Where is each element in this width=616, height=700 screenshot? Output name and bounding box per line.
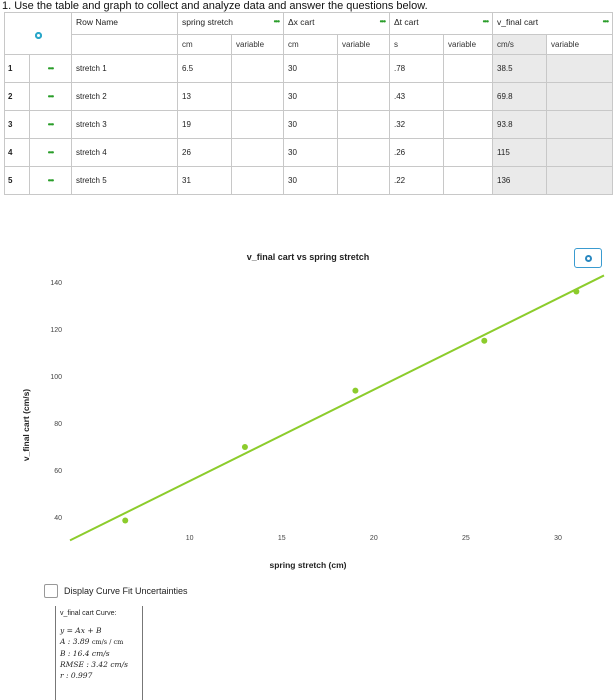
unit-dt-cart-variable[interactable]: variable [444, 35, 493, 55]
v-final-cart-cell[interactable]: 93.8 [493, 111, 547, 139]
x-tick-label: 30 [554, 535, 562, 542]
row-number[interactable]: 4 [5, 139, 30, 167]
header-dx-cart[interactable]: Δx cart ••• [284, 13, 390, 35]
instruction-text: 1. Use the table and graph to collect and analyze data and answer the questions below. [2, 0, 428, 12]
row-number[interactable]: 1 [5, 55, 30, 83]
y-tick-label: 60 [54, 467, 62, 475]
x-tick-label: 15 [277, 535, 286, 542]
row-menu-icon[interactable]: ••• [30, 111, 72, 139]
dx-cart-variable-cell[interactable] [338, 139, 390, 167]
x-tick-label: 10 [185, 535, 194, 542]
curve-fit-panel [55, 606, 143, 700]
dt-cart-cell[interactable]: .22 [390, 167, 444, 195]
spring-stretch-variable-cell[interactable] [232, 83, 284, 111]
dt-cart-cell[interactable]: .43 [390, 83, 444, 111]
curve-fit-title: v_final cart Curve: [60, 610, 117, 617]
fit-param-b: B : 16.4 cm/s [60, 649, 110, 658]
dx-cart-cell[interactable]: 30 [284, 139, 338, 167]
column-menu-icon[interactable]: ••• [482, 17, 489, 26]
spring-stretch-variable-cell[interactable] [232, 139, 284, 167]
x-axis-label: spring stretch (cm) [269, 560, 347, 570]
uncertainties-checkbox[interactable] [44, 584, 58, 598]
unit-dx-cart[interactable]: cm [284, 35, 338, 55]
table-row[interactable] [5, 167, 613, 195]
v-final-cart-cell[interactable]: 38.5 [493, 55, 547, 83]
table-row[interactable] [5, 55, 613, 83]
unit-spring-stretch[interactable]: cm [178, 35, 232, 55]
y-tick-label: 140 [50, 280, 62, 288]
data-point [481, 338, 487, 344]
v-final-cart-variable-cell[interactable] [547, 139, 613, 167]
dt-cart-variable-cell[interactable] [444, 111, 493, 139]
v-final-cart-cell[interactable]: 136 [493, 167, 547, 195]
spring-stretch-cell[interactable]: 31 [178, 167, 232, 195]
y-axis-label: v_final cart (cm/s) [21, 388, 31, 462]
header-dt-cart[interactable]: Δt cart ••• [390, 13, 493, 35]
unit-dx-cart-variable[interactable]: variable [338, 35, 390, 55]
uncertainties-toggle[interactable] [44, 584, 188, 598]
x-tick-label: 25 [461, 535, 470, 542]
row-menu-icon[interactable]: ••• [30, 83, 72, 111]
gear-icon[interactable] [35, 32, 42, 39]
column-menu-icon[interactable]: ••• [273, 17, 279, 26]
row-name-cell[interactable]: stretch 4 [72, 139, 178, 167]
dx-cart-cell[interactable]: 30 [284, 167, 338, 195]
uncertainties-label: Display Curve Fit Uncertainties [64, 586, 188, 596]
row-number[interactable]: 5 [5, 167, 30, 195]
unit-v-final-cart-variable[interactable]: variable [547, 35, 613, 55]
row-name-cell[interactable]: stretch 1 [72, 55, 178, 83]
data-point [242, 444, 248, 450]
y-tick-label: 40 [54, 514, 62, 522]
column-menu-icon[interactable]: ••• [602, 17, 609, 26]
dt-cart-variable-cell[interactable] [444, 83, 493, 111]
header-row-name[interactable]: Row Name [72, 13, 178, 35]
row-number[interactable]: 2 [5, 83, 30, 111]
fit-r: r : 0.997 [60, 671, 93, 680]
header-row-name-sub [72, 35, 178, 55]
dt-cart-cell[interactable]: .32 [390, 111, 444, 139]
y-tick-label: 100 [50, 374, 62, 382]
chart-title: v_final cart vs spring stretch [246, 252, 370, 262]
row-name-cell[interactable]: stretch 3 [72, 111, 178, 139]
dx-cart-variable-cell[interactable] [338, 83, 390, 111]
row-name-cell[interactable]: stretch 5 [72, 167, 178, 195]
data-point [573, 288, 579, 294]
dx-cart-variable-cell[interactable] [338, 55, 390, 83]
header-v-final-cart[interactable]: v_final cart ••• [493, 13, 613, 35]
y-tick-label: 80 [54, 421, 62, 429]
gear-icon [585, 255, 592, 262]
v-final-cart-variable-cell[interactable] [547, 55, 613, 83]
v-final-cart-variable-cell[interactable] [547, 167, 613, 195]
unit-dt-cart[interactable]: s [390, 35, 444, 55]
dx-cart-cell[interactable]: 30 [284, 111, 338, 139]
dt-cart-variable-cell[interactable] [444, 139, 493, 167]
v-final-cart-variable-cell[interactable] [547, 83, 613, 111]
column-menu-icon[interactable]: ••• [379, 17, 385, 26]
fit-rmse: RMSE : 3.42 cm/s [60, 660, 129, 669]
v-final-cart-cell[interactable]: 115 [493, 139, 547, 167]
dx-cart-cell[interactable]: 30 [284, 55, 338, 83]
fit-line [70, 275, 604, 540]
dt-cart-variable-cell[interactable] [444, 55, 493, 83]
dx-cart-variable-cell[interactable] [338, 111, 390, 139]
header-spring-stretch[interactable]: spring stretch ••• [178, 13, 284, 35]
table-row[interactable] [5, 83, 613, 111]
table-settings-cell[interactable] [5, 13, 72, 55]
dx-cart-cell[interactable]: 30 [284, 83, 338, 111]
data-point [122, 517, 128, 523]
fit-param-a-unit: cm/s / cm [91, 638, 124, 646]
fit-param-a: A : 3.89 cm/s / cm [60, 637, 124, 646]
data-point [352, 388, 358, 394]
spring-stretch-variable-cell[interactable] [232, 167, 284, 195]
dx-cart-variable-cell[interactable] [338, 167, 390, 195]
spring-stretch-cell[interactable]: 13 [178, 83, 232, 111]
table-row[interactable] [5, 139, 613, 167]
row-menu-icon[interactable]: ••• [30, 139, 72, 167]
spring-stretch-variable-cell[interactable] [232, 111, 284, 139]
unit-spring-stretch-variable[interactable]: variable [232, 35, 284, 55]
v-final-cart-variable-cell[interactable] [547, 111, 613, 139]
row-menu-icon[interactable]: ••• [30, 167, 72, 195]
dt-cart-variable-cell[interactable] [444, 167, 493, 195]
y-tick-label: 120 [50, 327, 62, 335]
unit-v-final-cart[interactable]: cm/s [493, 35, 547, 55]
dt-cart-cell[interactable]: .78 [390, 55, 444, 83]
dt-cart-cell[interactable]: .26 [390, 139, 444, 167]
scatter-plot[interactable] [0, 262, 616, 562]
x-tick-label: 20 [369, 535, 378, 542]
spring-stretch-cell[interactable]: 26 [178, 139, 232, 167]
table-row[interactable] [5, 111, 613, 139]
fit-equation: y = Ax + B [60, 626, 102, 635]
spring-stretch-cell[interactable]: 19 [178, 111, 232, 139]
spring-stretch-variable-cell[interactable] [232, 55, 284, 83]
row-menu-icon[interactable]: ••• [30, 55, 72, 83]
data-table [4, 12, 613, 195]
row-number[interactable]: 3 [5, 111, 30, 139]
row-name-cell[interactable]: stretch 2 [72, 83, 178, 111]
v-final-cart-cell[interactable]: 69.8 [493, 83, 547, 111]
spring-stretch-cell[interactable]: 6.5 [178, 55, 232, 83]
